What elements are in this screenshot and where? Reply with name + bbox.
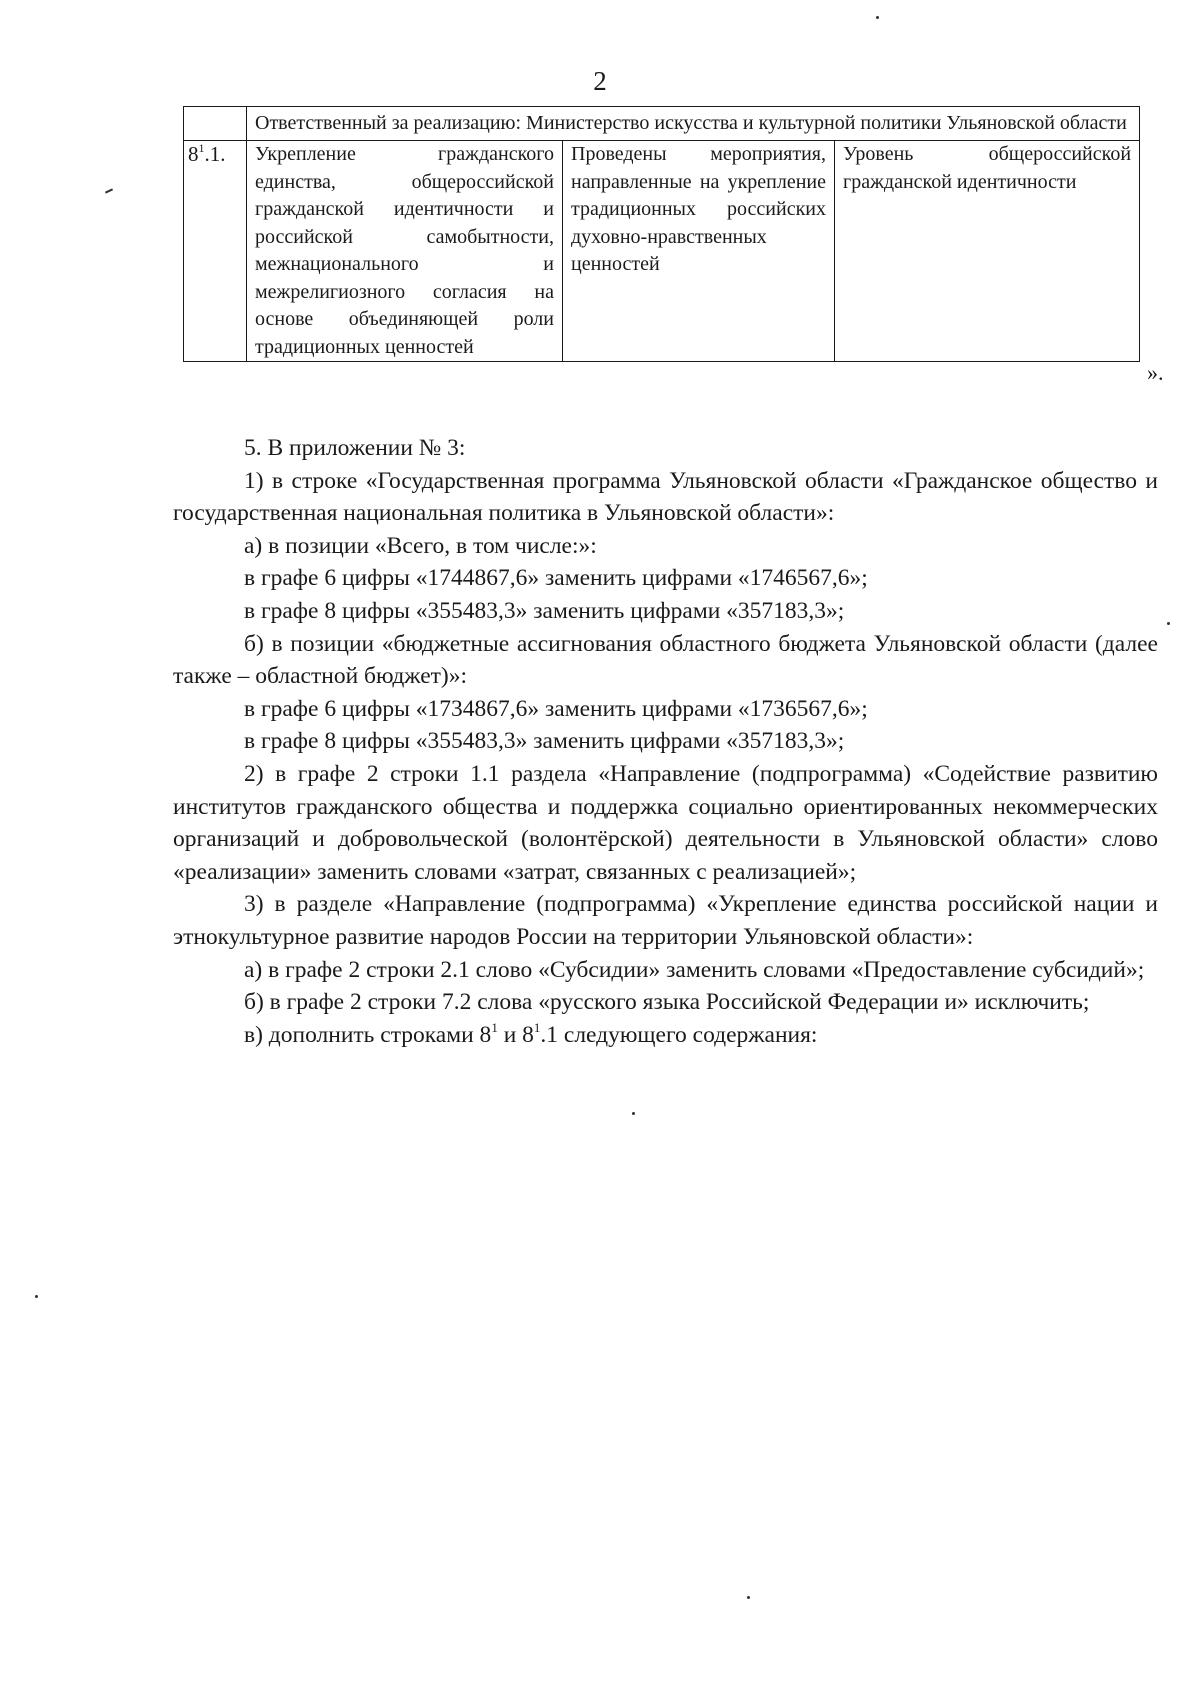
- amendment-text: [173, 432, 1158, 1054]
- paragraph-subitem-3: 3) в разделе «Направление (подпрограмма) «Укрепление единства российской нации и этнокультурное развитие народов России на территории Ульяновской области»:: [173, 891, 1158, 950]
- amendment-table: [183, 106, 1140, 362]
- row-number: 8: [188, 142, 199, 166]
- responsible-cell: Ответственный за реализацию: Министерство искусства и культурной политики Ульяновской области: [247, 107, 1140, 141]
- table-row: [184, 141, 1140, 362]
- paragraph-change-line: в графе 8 цифры «355483,3» заменить цифрами «357183,3»;: [244, 728, 845, 755]
- paragraph-subitem-3a: а) в графе 2 строки 2.1 слово «Субсидии» заменить словами «Предоставление субсидий»;: [244, 956, 1145, 983]
- paragraph-subitem-1a: а) в позиции «Всего, в том числе:»:: [244, 532, 597, 559]
- paragraph-change-line: в графе 6 цифры «1744867,6» заменить цифрами «1746567,6»;: [244, 565, 868, 592]
- row-number-superscript: 1: [198, 141, 205, 155]
- paragraph-subitem-1: 1) в строке «Государственная программа Ульяновской области «Гражданское общество и государственная национальная политика в Ульяновской области»:: [173, 467, 1158, 527]
- paragraph-subitem-2: 2) в графе 2 строки 1.1 раздела «Направление (подпрограмма) «Содействие развитию институтов гражданского общества и поддержка социально ориентированных некоммерческих организаций и добровольческой (волонтёрской) деятельности в Ульяновской области» слово «реализации» заменить словами «затрат, связанных с реализацией»;: [173, 760, 1158, 885]
- row-number-suffix: .1.: [204, 142, 226, 166]
- table-cell-empty: [184, 107, 247, 141]
- scan-speck: [35, 1295, 38, 1298]
- scan-speck: [1167, 622, 1170, 625]
- paragraph-subitem-3b: б) в графе 2 строки 7.2 слова «русского языка Российской Федерации и» исключить;: [244, 989, 1090, 1016]
- paragraph-item-5: 5. В приложении № 3:: [244, 435, 466, 461]
- task-cell: Укрепление гражданского единства, общероссийской гражданской идентичности и российской самобытности, межнационального и межрелигиозного согласия на основе объединяющей роли традиционных ценностей: [247, 141, 563, 362]
- scan-speck: [747, 1596, 750, 1599]
- closing-quote: ».: [1147, 360, 1164, 385]
- table-row-responsible: [184, 107, 1140, 141]
- superscript: 1: [491, 1019, 498, 1035]
- scan-mark: [105, 188, 113, 193]
- page-number: 2: [593, 66, 607, 96]
- indicator-cell: Уровень общероссийской гражданской идентичности: [835, 141, 1140, 362]
- paragraph-text: и 8: [497, 1021, 534, 1048]
- paragraph-change-line: в графе 8 цифры «355483,3» заменить цифрами «357183,3»;: [244, 597, 845, 624]
- paragraph-change-line: в графе 6 цифры «1734867,6» заменить цифрами «1736567,6»;: [244, 695, 868, 722]
- row-number-cell: [184, 141, 247, 362]
- paragraph-text: в) дополнить строками 8: [244, 1021, 492, 1048]
- paragraph-subitem-1b: б) в позиции «бюджетные ассигнования областного бюджета Ульяновской области (далее также – областной бюджет)»:: [173, 630, 1158, 690]
- scan-speck: [876, 16, 879, 19]
- result-cell: Проведены мероприятия, направленные на укрепление традиционных российских духовно-нравственных ценностей: [563, 141, 835, 362]
- paragraph-text: .1 следующего содержания:: [540, 1021, 818, 1048]
- paragraph-subitem-3v: [173, 1019, 1158, 1055]
- scan-speck: [632, 1112, 635, 1115]
- superscript: 1: [533, 1019, 541, 1035]
